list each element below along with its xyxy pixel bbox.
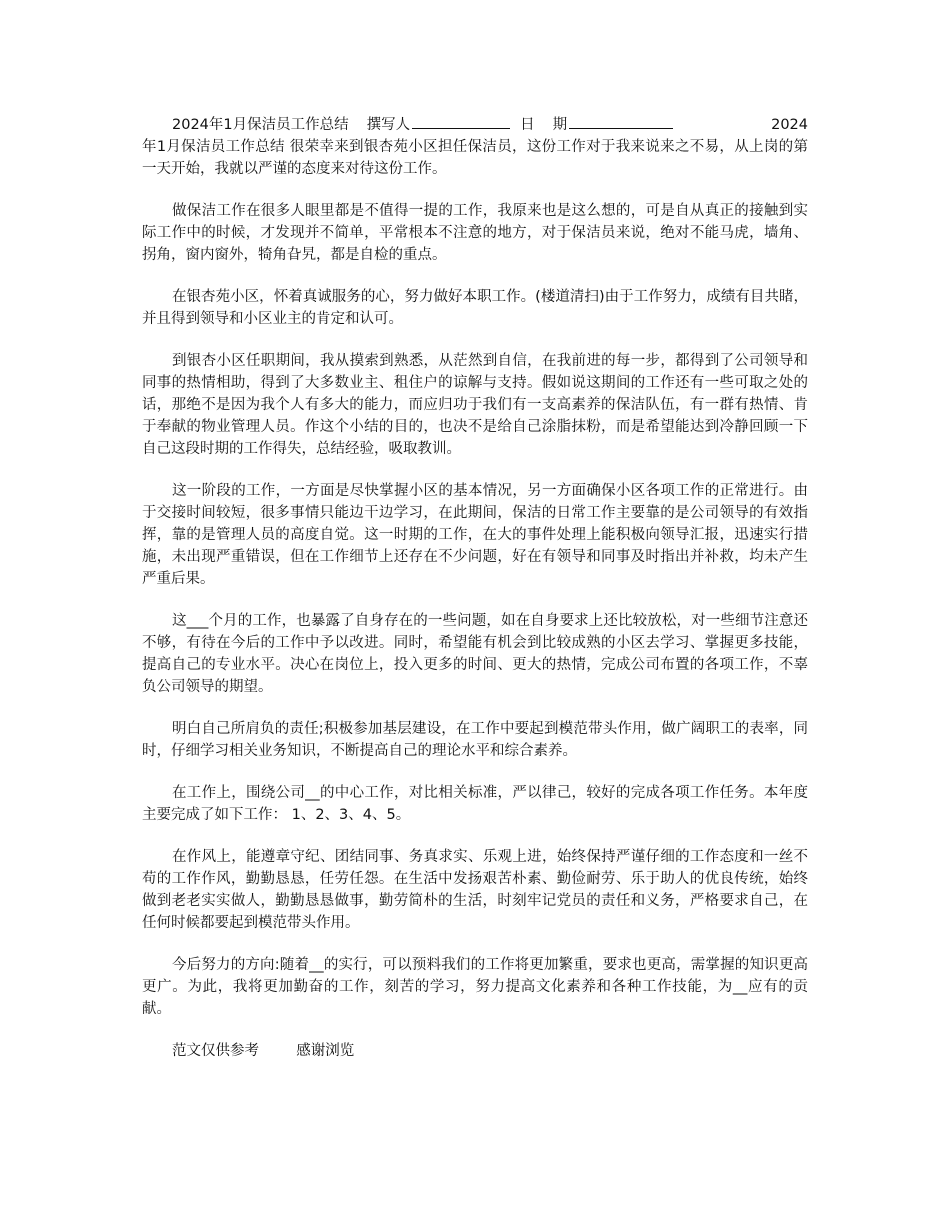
document-footer — [142, 1040, 808, 1062]
body-paragraph: 在工作上，围绕公司__的中心工作，对比相关标准，严以律己，较好的完成各项工作任务。本年度主要完成了如下工作： 1、2、3、4、5。 — [142, 785, 808, 823]
body-paragraph: 在银杏苑小区，怀着真诚服务的心，努力做好本职工作。(楼道清扫)由于工作努力，成绩有目共睹，并且得到领导和小区业主的肯定和认可。 — [142, 289, 808, 327]
footer-note-left: 范文仅供参考 — [172, 1043, 259, 1059]
year-prefix: 2024 — [771, 117, 808, 133]
author-blank — [412, 113, 510, 129]
body-paragraph: 年1月保洁员工作总结 很荣幸来到银杏苑小区担任保洁员，这份工作对于我来说来之不易，从上岗的第一天开始，我就以严谨的态度来对待这份工作。 — [142, 139, 808, 177]
author-label: 撰写人 — [366, 117, 411, 133]
body-paragraph: 做保洁工作在很多人眼里都是不值得一提的工作，我原来也是这么想的，可是自从真正的接触到实际工作中的时候，才发现并不简单，平常根本不注意的地方，对于保洁员来说，绝对不能马虎，墙角、拐角，窗内窗外，犄角旮旯，都是自检的重点。 — [142, 203, 808, 263]
body-paragraph: 今后努力的方向:随着__的实行，可以预料我们的工作将更加繁重，要求也更高，需掌握的知识更高更广。为此，我将更加勤奋的工作，刻苦的学习，努力提高文化素养和各种工作技能，为__应有的贡献。 — [142, 957, 808, 1017]
date-label-1: 日 — [520, 117, 535, 133]
document-title: 2024年1月保洁员工作总结 — [172, 117, 349, 133]
body-paragraph: 这___个月的工作，也暴露了自身存在的一些问题，如在自身要求上还比较放松，对一些细节注意还不够，有待在今后的工作中予以改进。同时，希望能有机会到比较成熟的小区去学习、掌握更多技能，提高自己的专业水平。决心在岗位上，投入更多的时间、更大的热情，完成公司布置的各项工作，不辜负公司领导的期望。 — [142, 613, 808, 695]
body-paragraph: 明白自己所肩负的责任;积极参加基层建设，在工作中要起到模范带头作用，做广阔职工的表率，同时，仔细学习相关业务知识，不断提高自己的理论水平和综合素养。 — [142, 721, 808, 759]
date-label-2: 期 — [552, 117, 568, 133]
document-page — [142, 113, 808, 1062]
body-paragraph: 这一阶段的工作，一方面是尽快掌握小区的基本情况，另一方面确保小区各项工作的正常进行。由于交接时间较短，很多事情只能边干边学习，在此期间，保洁的日常工作主要靠的是公司领导的有效指挥，靠的是管理人员的高度自觉。这一时期的工作，在大的事件处理上能积极向领导汇报，迅速实行措施，未出现严重错误，但在工作细节上还存在不少问题，好在有领导和同事及时指出并补救，均未产生严重后果。 — [142, 483, 808, 587]
body-paragraph: 在作风上，能遵章守纪、团结同事、务真求实、乐观上进，始终保持严谨仔细的工作态度和一丝不苟的工作作风，勤勤恳恳，任劳任怨。在生活中发扬艰苦朴素、勤俭耐劳、乐于助人的优良传统，始终做到老老实实做人，勤勤恳恳做事，勤劳简朴的生活，时刻牢记党员的责任和义务，严格要求自己，在任何时候都要起到模范带头作用。 — [142, 849, 808, 931]
footer-note-right: 感谢浏览 — [296, 1043, 355, 1059]
body-paragraph: 到银杏小区任职期间，我从摸索到熟悉，从茫然到自信，在我前进的每一步，都得到了公司领导和同事的热情相助，得到了大多数业主、租住户的谅解与支持。假如说这期间的工作还有一些可取之处的话，那绝不是因为我个人有多大的能力，而应归功于我们有一支高素养的保洁队伍，有一群有热情、肯于奉献的物业管理人员。作这个小结的目的，也决不是给自己涂脂抹粉，而是希望能达到冷静回顾一下自己这段时期的工作得失，总结经验，吸取教训。 — [142, 353, 808, 457]
document-header — [142, 113, 808, 136]
date-blank — [569, 113, 673, 129]
